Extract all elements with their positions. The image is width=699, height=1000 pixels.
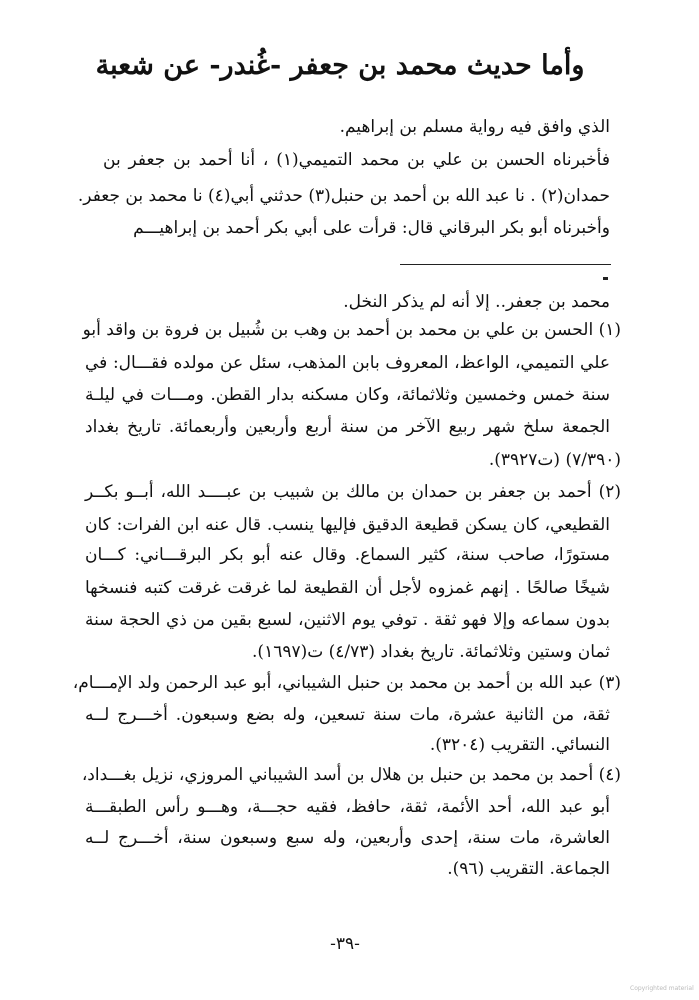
footnote-separator [400,264,611,265]
body-line: وأخبرناه أبو بكر البرقاني قال: قرأت على أبي بكر أحمد بن إبراهيـــم [133,218,610,238]
footnote-line: علي التميمي، الواعظ، المعروف بابن المذهب، سئل عن مولده فقـــال: في [85,353,610,373]
footnote-line: (١) الحسن بن علي بن محمد بن أحمد بن وهب بن شُبيل بن فروة بن واقد أبو [82,320,621,340]
footnote-line: أبو عبد الله، أحد الأئمة، ثقة، حافظ، فقيه حجـــة، وهـــو رأس الطبقـــة [85,797,610,817]
footnote-line: القطيعي، كان يسكن قطيعة الدقيق فإليها ينسب. قال عنه ابن الفرات: كان [85,515,610,535]
footnote-line: شيخًا صالحًا . إنهم غمزوه لأجل أن القطيعة لما غرقت غرقت كتبه فنسخها [85,578,610,598]
footnote-line: العاشرة، مات سنة، إحدى وأربعين، وله سبع وسبعون سنة، أخـــرج لــه [85,828,610,848]
footnote-line: (٤) أحمد بن محمد بن حنبل بن هلال بن أسد الشيباني المروزي، نزيل بغـــداد، [81,765,621,785]
body-line: حمدان(٢) . نا عبد الله بن أحمد بن حنبل(٣) حدثني أبي(٤) نا محمد بن جعفر. [77,186,610,206]
footnote-line: ثقة، من الثانية عشرة، مات سنة تسعين، وله بضع وسبعون. أخـــرج لــه [85,705,610,725]
footnote-line: محمد بن جعفر.. إلا أنه لم يذكر النخل. [343,292,610,312]
separator-mark [603,277,608,280]
footnote-line: الجمعة سلخ شهر ربيع الآخر من سنة أربع وأربعين وأربعمائة. تاريخ بغداد [85,417,610,437]
footnote-line: سنة خمس وخمسين وثلاثمائة، وكان مسكنه بدار القطن. ومـــات في ليلـة [85,385,610,405]
footnote-line: النسائي. التقريب (٣٢٠٤). [429,735,610,755]
body-line: الذي وافق فيه رواية مسلم بن إبراهيم. [339,117,610,137]
footnote-line: (٧/٣٩٠) (ت٣٩٢٧). [488,450,621,470]
copyright-watermark: Copyrighted material [630,985,694,992]
section-title: وأما حديث محمد بن جعفر -غُندر- عن شعبة [95,50,585,81]
footnote-line: (٢) أحمد بن جعفر بن حمدان بن مالك بن شبيب بن عبــــد الله، أبــو بكــر [85,482,621,502]
footnote-line: الجماعة. التقريب (٩٦). [447,859,610,879]
footnote-line: مستورًا، صاحب سنة، كثير السماع. وقال عنه أبو بكر البرقـــاني: كـــان [85,545,610,565]
footnote-line: ثمان وستين وثلاثمائة. تاريخ بغداد (٤/٧٣) ت(١٦٩٧). [252,642,610,662]
footnote-line: (٣) عبد الله بن أحمد بن محمد بن حنبل الشيباني، أبو عبد الرحمن ولد الإمـــام، [72,673,621,693]
body-line: فأخبرناه الحسن بن علي بن محمد التميمي(١) ، أنا أحمد بن جعفر بن [103,150,610,170]
footnote-line: بدون سماعه وإلا فهو ثقة . توفي يوم الاثنين، لسبع بقين من ذي الحجة سنة [85,610,610,630]
page-number: -٣٩- [330,934,360,954]
